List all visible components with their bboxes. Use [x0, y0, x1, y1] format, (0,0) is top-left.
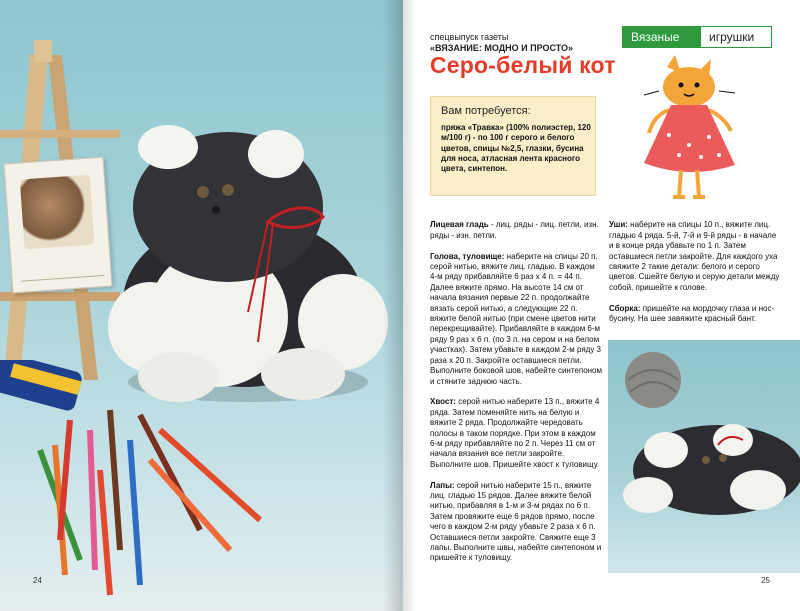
materials-text: пряжа «Травка» (100% полиэстер, 120 м/100 г) - по 100 г серого и белого цветов, спицы №2,5, глазки, бусина для носа, атласная лента красного цвета, синтепон. [441, 123, 591, 174]
section-tag-knitted: Вязаные [623, 27, 701, 47]
special-issue-line1: спецвыпуск газеты [430, 32, 509, 42]
easel-illustration [0, 0, 120, 400]
para-assembly-text: пришейте на мордочку глаза и нос-бусину. На шее завяжите красный бант. [609, 303, 775, 324]
para-stitch [430, 220, 604, 241]
page-number-left: 24 [33, 576, 42, 585]
para-paws [430, 481, 604, 564]
para-tail-head: Хвост: [430, 397, 456, 407]
special-issue-caption [430, 32, 573, 54]
page-title: Серо-белый кот [430, 52, 616, 78]
special-issue-brand: «ВЯЗАНИЕ: МОДНО И ПРОСТО» [430, 43, 574, 53]
materials-title: Вам потребуется: [441, 105, 531, 117]
para-tail [430, 397, 604, 470]
gutter-shadow [383, 0, 403, 611]
easel-drawing-card [4, 157, 113, 294]
materials-box [430, 96, 596, 196]
para-paws-head: Лапы: [430, 480, 455, 490]
para-stitch-text: - лиц. ряды - лиц. петли, изн. ряды - изн. петли. [430, 220, 599, 240]
para-paws-text: серой нитью наберите 15 п., вяжите лиц. гладью 15 рядов. Далее вяжите белой нитью, прибавляя в 1-м и 3-м рядах по 6 п. Затем провяжите еще 6 рядов прямо, после чего в каждом 2-м ряду убавьте 2 раза х 6 п. Оставшиеся петли закройте. Свяжите еще 3 лапы. Выполните швы, набейте синтепоном и пришейте к туловищу. [430, 480, 602, 563]
para-tail-text: серой нитью наберите 13 п., вяжите 4 ряда. Затем поменяйте нить на белую и вяжите 2 ряда. Продолжайте чередовать полосы в таком порядке. При этом в каждом 6-м ряду прибавляйте по 2 п. Через 11 см от начала вязания все петли закройте. Выполните шов. Пришейте хвост к туловищу. [430, 397, 600, 469]
para-assembly [609, 304, 781, 325]
para-head-body [430, 252, 604, 387]
para-head-body-text: наберите на спицы 20 п. серой нитью, вяжите лиц. гладью. В каждом 4-м ряду прибавляйте 6 раз х 4 п. = 44 п. Далее вяжите прямо. На высоте 14 см от начала вязания первые 22 п. продолжайте вязать серой нитью, а следующие 22 п. вяжите белой нитью (при смене цветов нити перекрещивайте). Прибавляйте в каждом 6-м ряду 9 раз х 6 п. (по 3 п. на сером и на белом участках). Затем убавьте в каждом 2-м ряду 3 раза х 20 п. Закройте оставшиеся петли. Выполните боковой шов, набейте синтепоном и стяните заднюю часть. [430, 251, 603, 386]
para-ears [609, 220, 781, 293]
section-tag-toys: игрушки [709, 30, 755, 44]
spine-shade [403, 0, 417, 611]
para-stitch-head: Лицевая гладь [430, 220, 489, 230]
lying-cat-photo [608, 340, 800, 573]
para-ears-text: наберите на спицы 10 п., вяжите лиц. гладью 4 ряда. 5-й, 7-й и 9-й ряды - в начале и в конце ряда убавьте по 1 п. Затем оставшиеся петли закройте. Для каждого уха свяжите 2 такие детали: белого и серого цветов. Сшейте белую и серую детали между собой, пришейте к голове. [609, 220, 780, 292]
section-tag [622, 26, 772, 48]
instructions-column-2 [609, 210, 781, 335]
cartoon-cat-illustration [639, 55, 789, 205]
colored-pencils [0, 360, 290, 600]
instructions-column-1 [430, 210, 604, 574]
drawing-caption-line [20, 266, 104, 282]
page-number-right: 25 [761, 576, 770, 585]
para-ears-head: Уши: [609, 220, 628, 230]
drawing-art [20, 175, 95, 250]
para-assembly-head: Сборка: [609, 303, 641, 313]
right-page [403, 0, 800, 611]
para-head-body-head: Голова, туловище: [430, 251, 505, 261]
